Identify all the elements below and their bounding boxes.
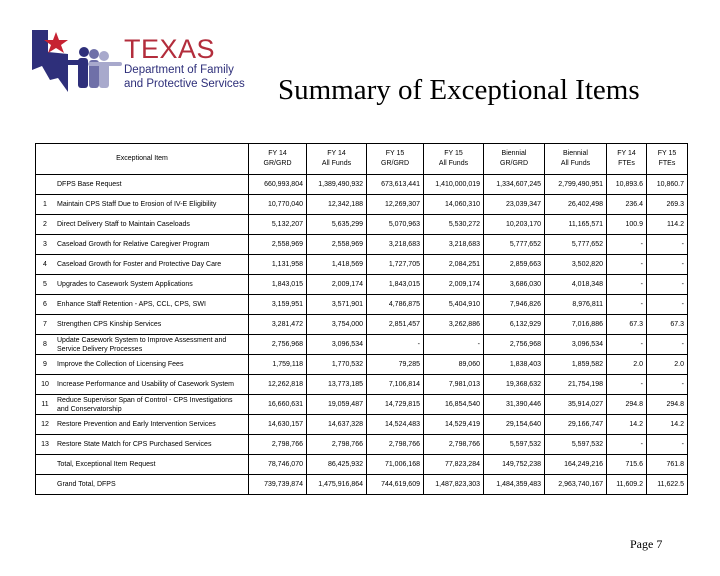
value-cell: 16,660,631 [249, 395, 307, 415]
value-cell: 16,854,540 [424, 395, 484, 415]
value-cell: 5,597,532 [545, 435, 607, 455]
value-cell: 89,060 [424, 355, 484, 375]
value-cell: 14,630,157 [249, 415, 307, 435]
value-cell: - [647, 255, 688, 275]
value-cell: 21,754,198 [545, 375, 607, 395]
value-cell: 3,754,000 [307, 315, 367, 335]
column-header: Biennial GR/GRD [484, 144, 545, 175]
item-name: Restore Prevention and Early Intervention Services [54, 415, 249, 435]
value-cell: 14,529,419 [424, 415, 484, 435]
item-number: 2 [36, 215, 55, 235]
value-cell: 2,558,969 [249, 235, 307, 255]
value-cell: 12,262,818 [249, 375, 307, 395]
item-name: Direct Delivery Staff to Maintain Caseloads [54, 215, 249, 235]
table-row [36, 455, 688, 475]
value-cell: 2,009,174 [424, 275, 484, 295]
value-cell: 1,334,607,245 [484, 175, 545, 195]
value-cell: - [647, 435, 688, 455]
item-name: Strengthen CPS Kinship Services [54, 315, 249, 335]
item-name: DFPS Base Request [54, 175, 249, 195]
value-cell: 29,166,747 [545, 415, 607, 435]
item-number: 13 [36, 435, 55, 455]
item-name: Improve the Collection of Licensing Fees [54, 355, 249, 375]
table-row [36, 375, 688, 395]
value-cell: 35,914,027 [545, 395, 607, 415]
logo-texas: TEXAS [124, 34, 216, 64]
item-name: Enhance Staff Retention - APS, CCL, CPS, SWI [54, 295, 249, 315]
value-cell: - [424, 335, 484, 355]
value-cell: 2,009,174 [307, 275, 367, 295]
value-cell: 1,727,705 [367, 255, 424, 275]
item-name: Upgrades to Casework System Applications [54, 275, 249, 295]
value-cell: 2.0 [647, 355, 688, 375]
value-cell: 100.9 [607, 215, 647, 235]
value-cell: 3,218,683 [367, 235, 424, 255]
item-number: 12 [36, 415, 55, 435]
value-cell: 1,484,359,483 [484, 475, 545, 495]
table-row [36, 475, 688, 495]
value-cell: 5,777,652 [545, 235, 607, 255]
value-cell: 2,798,766 [424, 435, 484, 455]
value-cell: 1,389,490,932 [307, 175, 367, 195]
value-cell: 2,798,766 [249, 435, 307, 455]
value-cell: - [647, 235, 688, 255]
value-cell: 12,342,188 [307, 195, 367, 215]
table-row [36, 315, 688, 335]
value-cell: 761.8 [647, 455, 688, 475]
item-name: Total, Exceptional Item Request [54, 455, 249, 475]
value-cell: 31,390,446 [484, 395, 545, 415]
value-cell: 1,418,569 [307, 255, 367, 275]
value-cell: 19,368,632 [484, 375, 545, 395]
value-cell: 14,637,328 [307, 415, 367, 435]
value-cell: 10,860.7 [647, 175, 688, 195]
value-cell: - [607, 335, 647, 355]
value-cell: 2,798,766 [307, 435, 367, 455]
item-name: Caseload Growth for Foster and Protective Day Care [54, 255, 249, 275]
value-cell: 5,597,532 [484, 435, 545, 455]
value-cell: 744,619,609 [367, 475, 424, 495]
column-header: Exceptional Item [36, 144, 249, 175]
value-cell: 4,018,348 [545, 275, 607, 295]
item-number: 7 [36, 315, 55, 335]
value-cell: 3,096,534 [545, 335, 607, 355]
table-row [36, 435, 688, 455]
column-header: FY 14 All Funds [307, 144, 367, 175]
value-cell: 86,425,932 [307, 455, 367, 475]
item-number: 4 [36, 255, 55, 275]
value-cell: 3,571,901 [307, 295, 367, 315]
value-cell: 12,269,307 [367, 195, 424, 215]
value-cell: 10,203,170 [484, 215, 545, 235]
value-cell: 2,084,251 [424, 255, 484, 275]
table-row [36, 255, 688, 275]
page-number: Page 7 [630, 537, 663, 551]
value-cell: 149,752,238 [484, 455, 545, 475]
value-cell: 715.6 [607, 455, 647, 475]
column-header: FY 15 All Funds [424, 144, 484, 175]
value-cell: 14.2 [607, 415, 647, 435]
value-cell: 1,475,916,864 [307, 475, 367, 495]
exceptional-items-table [35, 143, 688, 495]
value-cell: 5,777,652 [484, 235, 545, 255]
table-row [36, 295, 688, 315]
item-name: Update Casework System to Improve Assessment and Service Delivery Processes [54, 335, 249, 355]
value-cell: 78,746,070 [249, 455, 307, 475]
value-cell: - [607, 295, 647, 315]
value-cell: 2,756,968 [484, 335, 545, 355]
value-cell: 1,859,582 [545, 355, 607, 375]
value-cell: - [607, 275, 647, 295]
item-number: 3 [36, 235, 55, 255]
item-number: 10 [36, 375, 55, 395]
value-cell: 67.3 [607, 315, 647, 335]
value-cell: 1,410,000,019 [424, 175, 484, 195]
value-cell: 269.3 [647, 195, 688, 215]
value-cell: 1,770,532 [307, 355, 367, 375]
value-cell: 2,851,457 [367, 315, 424, 335]
item-name: Increase Performance and Usability of Casework System [54, 375, 249, 395]
value-cell: 673,613,441 [367, 175, 424, 195]
table-row [36, 355, 688, 375]
value-cell: 3,096,534 [307, 335, 367, 355]
value-cell: 10,893.6 [607, 175, 647, 195]
value-cell: 8,976,811 [545, 295, 607, 315]
table-header-row [36, 144, 688, 175]
value-cell: 11,165,571 [545, 215, 607, 235]
item-number: 6 [36, 295, 55, 315]
value-cell: 236.4 [607, 195, 647, 215]
value-cell: 164,249,216 [545, 455, 607, 475]
value-cell: 294.8 [647, 395, 688, 415]
page-title: Summary of Exceptional Items [278, 74, 640, 106]
value-cell: 23,039,347 [484, 195, 545, 215]
value-cell: 7,946,826 [484, 295, 545, 315]
value-cell: 5,530,272 [424, 215, 484, 235]
value-cell: 2.0 [607, 355, 647, 375]
value-cell: 3,502,820 [545, 255, 607, 275]
value-cell: 5,132,207 [249, 215, 307, 235]
value-cell: 1,759,118 [249, 355, 307, 375]
value-cell: 3,218,683 [424, 235, 484, 255]
value-cell: 5,070,963 [367, 215, 424, 235]
table-row [36, 335, 688, 355]
value-cell: 7,106,814 [367, 375, 424, 395]
value-cell: - [647, 275, 688, 295]
value-cell: 1,838,403 [484, 355, 545, 375]
value-cell: 14,729,815 [367, 395, 424, 415]
item-number [36, 475, 55, 495]
table-row [36, 195, 688, 215]
value-cell: - [607, 375, 647, 395]
value-cell: - [607, 435, 647, 455]
value-cell: 1,843,015 [367, 275, 424, 295]
value-cell: 3,281,472 [249, 315, 307, 335]
value-cell: 14,524,483 [367, 415, 424, 435]
value-cell: 7,016,886 [545, 315, 607, 335]
value-cell: 11,622.5 [647, 475, 688, 495]
item-name: Reduce Supervisor Span of Control - CPS Investigations and Conservatorship [54, 395, 249, 415]
value-cell: 5,404,910 [424, 295, 484, 315]
column-header: FY 15 FTEs [647, 144, 688, 175]
dfps-logo [28, 22, 258, 92]
value-cell: 739,739,874 [249, 475, 307, 495]
value-cell: - [647, 375, 688, 395]
value-cell: 19,059,487 [307, 395, 367, 415]
value-cell: - [647, 335, 688, 355]
item-name: Maintain CPS Staff Due to Erosion of IV-E Eligibility [54, 195, 249, 215]
column-header: FY 15 GR/GRD [367, 144, 424, 175]
texas-figures-icon [28, 22, 123, 92]
item-number [36, 455, 55, 475]
column-header: FY 14 GR/GRD [249, 144, 307, 175]
value-cell: 29,154,640 [484, 415, 545, 435]
value-cell: 67.3 [647, 315, 688, 335]
value-cell: 77,823,284 [424, 455, 484, 475]
value-cell: 71,006,168 [367, 455, 424, 475]
value-cell: 660,993,804 [249, 175, 307, 195]
item-number: 5 [36, 275, 55, 295]
column-header: FY 14 FTEs [607, 144, 647, 175]
item-name: Grand Total, DFPS [54, 475, 249, 495]
item-name: Restore State Match for CPS Purchased Services [54, 435, 249, 455]
value-cell: 4,786,875 [367, 295, 424, 315]
item-number [36, 175, 55, 195]
value-cell: - [607, 255, 647, 275]
column-header: Biennial All Funds [545, 144, 607, 175]
value-cell: 2,799,490,951 [545, 175, 607, 195]
value-cell: - [367, 335, 424, 355]
value-cell: 2,963,740,167 [545, 475, 607, 495]
item-number: 11 [36, 395, 55, 415]
value-cell: 1,843,015 [249, 275, 307, 295]
value-cell: 2,798,766 [367, 435, 424, 455]
value-cell: 26,402,498 [545, 195, 607, 215]
value-cell: - [607, 235, 647, 255]
value-cell: 13,773,185 [307, 375, 367, 395]
value-cell: 3,686,030 [484, 275, 545, 295]
item-name: Caseload Growth for Relative Caregiver Program [54, 235, 249, 255]
table-row [36, 395, 688, 415]
item-number: 1 [36, 195, 55, 215]
value-cell: - [647, 295, 688, 315]
value-cell: 6,132,929 [484, 315, 545, 335]
value-cell: 5,635,299 [307, 215, 367, 235]
table-row [36, 275, 688, 295]
value-cell: 2,859,663 [484, 255, 545, 275]
value-cell: 2,756,968 [249, 335, 307, 355]
value-cell: 7,981,013 [424, 375, 484, 395]
table-row [36, 215, 688, 235]
table-row [36, 175, 688, 195]
value-cell: 3,159,951 [249, 295, 307, 315]
item-number: 8 [36, 335, 55, 355]
logo-dept-line1: Department of Family [124, 64, 234, 76]
value-cell: 1,131,958 [249, 255, 307, 275]
value-cell: 79,285 [367, 355, 424, 375]
value-cell: 2,558,969 [307, 235, 367, 255]
table-row [36, 415, 688, 435]
table-row [36, 235, 688, 255]
value-cell: 10,770,040 [249, 195, 307, 215]
item-number: 9 [36, 355, 55, 375]
value-cell: 294.8 [607, 395, 647, 415]
value-cell: 3,262,886 [424, 315, 484, 335]
logo-dept-line2: and Protective Services [124, 78, 245, 90]
value-cell: 11,609.2 [607, 475, 647, 495]
value-cell: 114.2 [647, 215, 688, 235]
value-cell: 14.2 [647, 415, 688, 435]
value-cell: 1,487,823,303 [424, 475, 484, 495]
value-cell: 14,060,310 [424, 195, 484, 215]
